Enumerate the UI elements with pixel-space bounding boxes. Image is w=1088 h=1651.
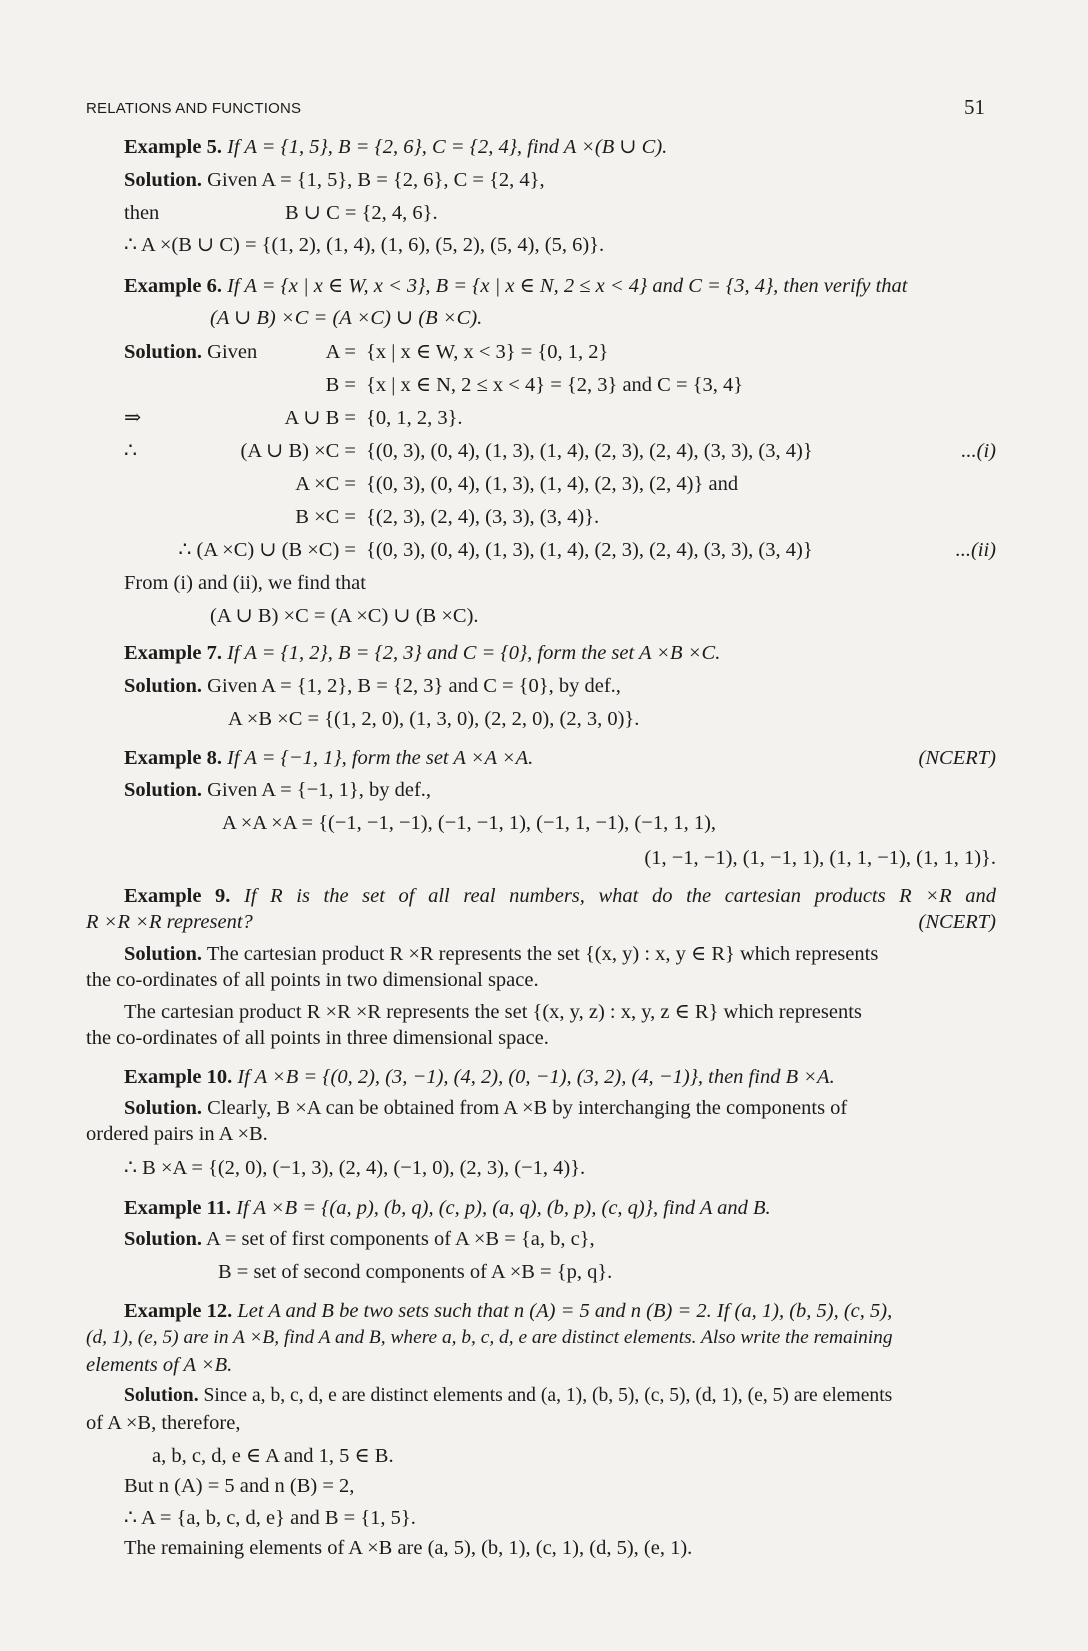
solution-label: Solution.	[124, 779, 203, 801]
equation-tag-i: ...(i)	[961, 440, 996, 462]
therefore-symbol: ∴	[124, 440, 138, 462]
solution-text: Given A = {1, 5}, B = {2, 6}, C = {2, 4},	[207, 169, 545, 191]
implies-symbol: ⇒	[124, 407, 142, 429]
solution-label: Solution.	[124, 943, 203, 965]
example-6-lhs-BxC: B ×C =	[295, 506, 356, 528]
running-title: RELATIONS AND FUNCTIONS	[86, 100, 302, 117]
example-11-label: Example 11.	[124, 1197, 232, 1219]
example-6-rhs-AuB: {0, 1, 2, 3}.	[366, 407, 463, 429]
page-number: 51	[964, 95, 985, 119]
solution-text: Given	[207, 341, 258, 363]
example-6-label: Example 6.	[124, 275, 222, 297]
example-8-solution-line-3: (1, −1, −1), (1, −1, 1), (1, 1, −1), (1, 1, 1)}.	[644, 847, 996, 869]
solution-text: Given A = {−1, 1}, by def.,	[207, 779, 432, 801]
example-8-text: If A = {−1, 1}, form the set A ×A ×A.	[227, 747, 534, 769]
solution-label: Solution.	[124, 169, 203, 191]
example-10-text: If A ×B = {(0, 2), (3, −1), (4, 2), (0, −1), (3, 2), (4, −1)}, then find B ×A.	[237, 1066, 835, 1088]
solution-text: The cartesian product R ×R represents the set {(x, y) : x, y ∈ R} which represents	[206, 943, 879, 965]
solution-text: A = set of first components of A ×B = {a, b, c},	[206, 1228, 595, 1250]
example-5-label: Example 5.	[124, 136, 222, 158]
example-9-label: Example 9.	[124, 885, 231, 907]
example-12-solution-line-6: The remaining elements of A ×B are (a, 5), (b, 1), (c, 1), (d, 5), (e, 1).	[124, 1537, 693, 1559]
example-7-solution-line-1	[124, 676, 621, 697]
solution-label: Solution.	[124, 341, 203, 363]
example-10-solution-line-3: ∴ B ×A = {(2, 0), (−1, 3), (2, 4), (−1, 0), (2, 3), (−1, 4)}.	[124, 1157, 586, 1179]
example-9-solution-line-1	[124, 944, 878, 965]
example-6-lhs-union: ∴ (A ×C) ∪ (B ×C) =	[178, 539, 356, 561]
example-12-label: Example 12.	[124, 1300, 233, 1322]
example-12-text: Let A and B be two sets such that n (A) = 5 and n (B) = 2. If (a, 1), (b, 5), (c, 5),	[237, 1300, 893, 1322]
solution-text: Clearly, B ×A can be obtained from A ×B by interchanging the components of	[207, 1097, 848, 1119]
example-6-rhs-AxC: {(0, 3), (0, 4), (1, 3), (1, 4), (2, 3), (2, 4)} and	[366, 473, 739, 495]
example-8-question	[124, 748, 533, 769]
example-10-solution-line-2: ordered pairs in A ×B.	[86, 1123, 268, 1145]
solution-label: Solution.	[124, 675, 203, 697]
example-7-question	[124, 643, 720, 664]
example-9-solution-line-4: the co-ordinates of all points in three dimensional space.	[86, 1027, 549, 1049]
example-12-solution-line-5: ∴ A = {a, b, c, d, e} and B = {1, 5}.	[124, 1507, 416, 1529]
example-12-question-line-3: elements of A ×B.	[86, 1354, 233, 1376]
solution-text: Given A = {1, 2}, B = {2, 3} and C = {0}, by def.,	[207, 675, 621, 697]
example-6-lhs-A: A =	[325, 341, 356, 363]
example-5-text: If A = {1, 5}, B = {2, 6}, C = {2, 4}, find A ×(B ∪ C).	[227, 136, 668, 158]
example-7-text: If A = {1, 2}, B = {2, 3} and C = {0}, form the set A ×B ×C.	[227, 642, 721, 664]
example-5-solution-line-3: ∴ A ×(B ∪ C) = {(1, 2), (1, 4), (1, 6), (5, 2), (5, 4), (5, 6)}.	[124, 234, 605, 256]
example-5-solution-line-2b: B ∪ C = {2, 4, 6}.	[285, 202, 438, 224]
example-12-question-line-1	[124, 1301, 892, 1322]
equation-tag-ii: ...(ii)	[955, 539, 996, 561]
example-6-rhs-BxC: {(2, 3), (2, 4), (3, 3), (3, 4)}.	[366, 506, 600, 528]
example-6-lhs-AuB: A ∪ B =	[284, 407, 356, 429]
example-6-question-line-1	[124, 276, 908, 297]
example-8-label: Example 8.	[124, 747, 222, 769]
example-7-label: Example 7.	[124, 642, 222, 664]
example-9-question-line-2: R ×R ×R represent?	[86, 911, 253, 933]
example-9-source: (NCERT)	[918, 911, 996, 933]
solution-label: Solution.	[124, 1097, 203, 1119]
example-11-question	[124, 1198, 771, 1219]
example-12-question-line-2: (d, 1), (e, 5) are in A ×B, find A and B, where a, b, c, d, e are distinct elements. Also write the remaining	[86, 1327, 893, 1348]
example-10-question	[124, 1067, 835, 1088]
example-6-lhs-B: B =	[325, 374, 356, 396]
example-9-text: If R is the set of all real numbers, what do the cartesian products R ×R and	[244, 885, 997, 907]
example-6-lhs-AuBxC: (A ∪ B) ×C =	[240, 440, 356, 462]
example-11-solution-line-2: B = set of second components of A ×B = {p, q}.	[218, 1261, 613, 1283]
example-10-label: Example 10.	[124, 1066, 233, 1088]
example-10-solution-line-1	[124, 1098, 847, 1119]
example-6-from-line: From (i) and (ii), we find that	[124, 572, 366, 594]
example-7-solution-line-2: A ×B ×C = {(1, 2, 0), (1, 3, 0), (2, 2, 0), (2, 3, 0)}.	[228, 708, 640, 730]
example-6-rhs-B: {x | x ∈ N, 2 ≤ x < 4} = {2, 3} and C = {3, 4}	[366, 374, 744, 396]
example-6-lhs-AxC: A ×C =	[295, 473, 356, 495]
example-9-solution-line-2: the co-ordinates of all points in two dimensional space.	[86, 969, 539, 991]
example-9-question-line-1	[124, 886, 996, 907]
example-5-solution-line-1	[124, 170, 545, 191]
example-6-solution-line-1a	[124, 342, 257, 363]
example-6-rhs-union: {(0, 3), (0, 4), (1, 3), (1, 4), (2, 3), (2, 4), (3, 3), (3, 4)}	[366, 539, 813, 561]
example-6-conclusion: (A ∪ B) ×C = (A ×C) ∪ (B ×C).	[210, 605, 479, 627]
example-6-rhs-AuBxC: {(0, 3), (0, 4), (1, 3), (1, 4), (2, 3), (2, 4), (3, 3), (3, 4)}	[366, 440, 813, 462]
example-12-solution-line-1	[124, 1386, 892, 1406]
example-12-solution-line-2: of A ×B, therefore,	[86, 1412, 241, 1434]
example-6-rhs-A: {x | x ∈ W, x < 3} = {0, 1, 2}	[366, 341, 609, 363]
example-5-solution-line-2a: then	[124, 202, 160, 224]
example-5-question	[124, 137, 667, 158]
example-12-solution-line-3: a, b, c, d, e ∈ A and 1, 5 ∈ B.	[152, 1445, 394, 1467]
example-12-solution-line-4: But n (A) = 5 and n (B) = 2,	[124, 1475, 355, 1497]
example-9-solution-line-3: The cartesian product R ×R ×R represents the set {(x, y, z) : x, y, z ∈ R} which represents	[124, 1001, 862, 1023]
example-6-question-line-2: (A ∪ B) ×C = (A ×C) ∪ (B ×C).	[210, 307, 483, 329]
solution-text: Since a, b, c, d, e are distinct elements and (a, 1), (b, 5), (c, 5), (d, 1), (e, 5) are elements	[203, 1385, 893, 1406]
example-8-solution-line-2: A ×A ×A = {(−1, −1, −1), (−1, −1, 1), (−1, 1, −1), (−1, 1, 1),	[222, 812, 717, 834]
example-6-text: If A = {x | x ∈ W, x < 3}, B = {x | x ∈ N, 2 ≤ x < 4} and C = {3, 4}, then verify that	[227, 275, 908, 297]
example-8-source: (NCERT)	[918, 747, 996, 769]
solution-label: Solution.	[124, 1385, 199, 1406]
example-8-solution-line-1	[124, 780, 431, 801]
example-11-text: If A ×B = {(a, p), (b, q), (c, p), (a, q), (b, p), (c, q)}, find A and B.	[236, 1197, 771, 1219]
solution-label: Solution.	[124, 1228, 203, 1250]
example-11-solution-line-1	[124, 1229, 595, 1250]
